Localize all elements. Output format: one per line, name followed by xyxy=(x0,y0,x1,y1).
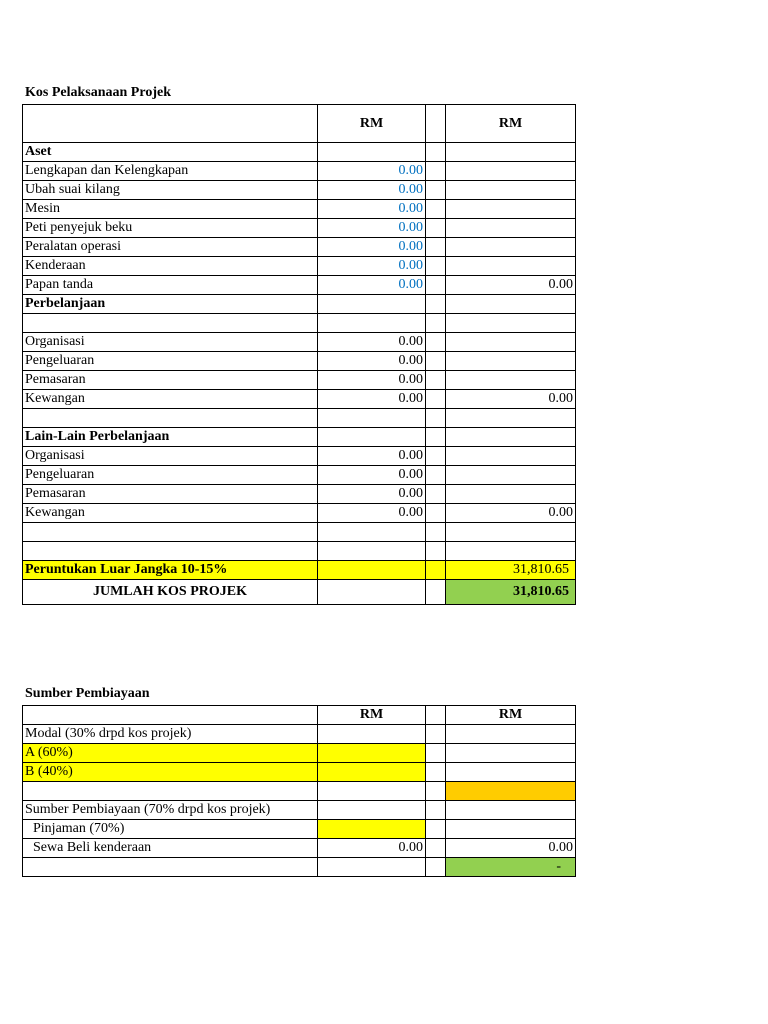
row-label[interactable]: Organisasi xyxy=(23,333,318,352)
spacer-cell[interactable] xyxy=(426,858,446,877)
table-row xyxy=(23,763,576,782)
spacer-cell[interactable] xyxy=(426,504,446,523)
modal-total-cell[interactable] xyxy=(446,782,576,801)
aset-heading-row xyxy=(23,143,576,162)
empty-cell[interactable] xyxy=(446,409,576,428)
table-row xyxy=(23,801,576,820)
cost-header-row xyxy=(23,105,576,143)
spacer-cell[interactable] xyxy=(426,447,446,466)
spacer-cell[interactable] xyxy=(426,333,446,352)
empty-cell[interactable] xyxy=(318,542,426,561)
share-a-label[interactable]: A (60%) xyxy=(23,744,318,763)
spacer-cell[interactable] xyxy=(426,181,446,200)
empty-row xyxy=(23,542,576,561)
row-value-1[interactable]: 0.00 xyxy=(318,162,426,181)
row-value-2[interactable] xyxy=(446,162,576,181)
table-row xyxy=(23,390,576,409)
empty-cell[interactable] xyxy=(23,858,318,877)
sewa-beli-value-2[interactable]: 0.00 xyxy=(446,839,576,858)
row-value-2[interactable] xyxy=(446,200,576,219)
empty-cell[interactable] xyxy=(446,542,576,561)
sewa-beli-value-1[interactable]: 0.00 xyxy=(318,839,426,858)
row-value-1[interactable]: 0.00 xyxy=(318,276,426,295)
empty-cell[interactable] xyxy=(446,725,576,744)
spacer-cell[interactable] xyxy=(426,238,446,257)
table-row xyxy=(23,447,576,466)
table-row xyxy=(23,162,576,181)
row-value-2[interactable]: 0.00 xyxy=(446,504,576,523)
spacer-cell[interactable] xyxy=(426,314,446,333)
empty-cell[interactable] xyxy=(318,725,426,744)
spacer-cell[interactable] xyxy=(426,105,446,143)
row-label[interactable]: Mesin xyxy=(23,200,318,219)
table-row xyxy=(23,504,576,523)
spacer-cell[interactable] xyxy=(426,162,446,181)
total-row xyxy=(23,580,576,605)
share-b-label[interactable]: B (40%) xyxy=(23,763,318,782)
table-row xyxy=(23,725,576,744)
spacer-cell[interactable] xyxy=(426,485,446,504)
row-label[interactable]: Pengeluaran xyxy=(23,352,318,371)
row-label[interactable]: Peralatan operasi xyxy=(23,238,318,257)
cost-section-title: Kos Pelaksanaan Projek xyxy=(25,85,171,100)
empty-cell[interactable] xyxy=(318,782,426,801)
empty-cell[interactable] xyxy=(446,801,576,820)
empty-cell[interactable] xyxy=(318,143,426,162)
empty-row xyxy=(23,523,576,542)
spacer-cell[interactable] xyxy=(426,466,446,485)
row-label[interactable]: Kenderaan xyxy=(23,257,318,276)
table-row xyxy=(23,257,576,276)
spacer-cell[interactable] xyxy=(426,390,446,409)
financing-total-value[interactable]: - xyxy=(446,858,576,877)
row-value-1[interactable]: 0.00 xyxy=(318,390,426,409)
spacer-cell[interactable] xyxy=(426,744,446,763)
row-value-1[interactable]: 0.00 xyxy=(318,371,426,390)
row-value-1[interactable]: 0.00 xyxy=(318,466,426,485)
row-value-1[interactable]: 0.00 xyxy=(318,333,426,352)
spacer-cell[interactable] xyxy=(426,542,446,561)
spacer-cell[interactable] xyxy=(426,706,446,725)
empty-cell[interactable] xyxy=(446,744,576,763)
pinjaman-value[interactable] xyxy=(318,820,426,839)
row-value-2[interactable] xyxy=(446,485,576,504)
empty-cell[interactable] xyxy=(318,801,426,820)
spacer-cell[interactable] xyxy=(426,839,446,858)
sewa-beli-label[interactable]: Sewa Beli kenderaan xyxy=(23,839,318,858)
empty-cell[interactable] xyxy=(318,858,426,877)
row-label[interactable]: Papan tanda xyxy=(23,276,318,295)
row-value-2[interactable] xyxy=(446,238,576,257)
spacer-cell[interactable] xyxy=(426,561,446,580)
row-value-1[interactable]: 0.00 xyxy=(318,447,426,466)
row-label[interactable]: Lengkapan dan Kelengkapan xyxy=(23,162,318,181)
empty-cell[interactable] xyxy=(318,428,426,447)
spacer-cell[interactable] xyxy=(426,257,446,276)
empty-cell[interactable] xyxy=(23,314,318,333)
row-value-2[interactable] xyxy=(446,352,576,371)
empty-cell[interactable] xyxy=(446,295,576,314)
empty-cell[interactable] xyxy=(446,314,576,333)
aset-heading[interactable]: Aset xyxy=(23,143,318,162)
empty-cell[interactable] xyxy=(446,763,576,782)
row-value-2[interactable] xyxy=(446,466,576,485)
contingency-row xyxy=(23,561,576,580)
financing-col-header-rm-2[interactable]: RM xyxy=(446,706,576,725)
row-value-2[interactable] xyxy=(446,371,576,390)
row-value-1[interactable]: 0.00 xyxy=(318,238,426,257)
spacer-cell[interactable] xyxy=(426,143,446,162)
table-row xyxy=(23,219,576,238)
sumber-label[interactable]: Sumber Pembiayaan (70% drpd kos projek) xyxy=(23,801,318,820)
row-label[interactable]: Kewangan xyxy=(23,390,318,409)
total-value[interactable]: 31,810.65 xyxy=(446,580,576,605)
header-blank-cell[interactable] xyxy=(23,706,318,725)
empty-cell[interactable] xyxy=(318,314,426,333)
row-value-1[interactable]: 0.00 xyxy=(318,219,426,238)
row-value-2[interactable] xyxy=(446,447,576,466)
spacer-cell[interactable] xyxy=(426,763,446,782)
empty-cell[interactable] xyxy=(446,523,576,542)
share-b-value[interactable] xyxy=(318,763,426,782)
row-label[interactable]: Peti penyejuk beku xyxy=(23,219,318,238)
table-row xyxy=(23,858,576,877)
pinjaman-label[interactable]: Pinjaman (70%) xyxy=(23,820,318,839)
table-row xyxy=(23,238,576,257)
empty-cell[interactable] xyxy=(446,820,576,839)
modal-label[interactable]: Modal (30% drpd kos projek) xyxy=(23,725,318,744)
total-label[interactable]: JUMLAH KOS PROJEK xyxy=(23,580,318,605)
spacer-cell[interactable] xyxy=(426,276,446,295)
spacer-cell[interactable] xyxy=(426,782,446,801)
table-row xyxy=(23,333,576,352)
row-label[interactable]: Pengeluaran xyxy=(23,466,318,485)
row-value-1[interactable]: 0.00 xyxy=(318,352,426,371)
cost-col-header-rm-2[interactable]: RM xyxy=(446,105,576,143)
row-value-2[interactable]: 0.00 xyxy=(446,276,576,295)
financing-col-header-rm-1[interactable]: RM xyxy=(318,706,426,725)
cost-col-header-rm-1[interactable]: RM xyxy=(318,105,426,143)
spacer-cell[interactable] xyxy=(426,523,446,542)
spacer-cell[interactable] xyxy=(426,219,446,238)
empty-cell[interactable] xyxy=(318,295,426,314)
financing-section-title: Sumber Pembiayaan xyxy=(25,686,150,701)
row-value-2[interactable]: 0.00 xyxy=(446,390,576,409)
empty-cell[interactable] xyxy=(318,523,426,542)
row-value-2[interactable] xyxy=(446,219,576,238)
row-label[interactable]: Pemasaran xyxy=(23,485,318,504)
spacer-cell[interactable] xyxy=(426,580,446,605)
table-row xyxy=(23,782,576,801)
financing-table xyxy=(22,705,576,877)
empty-cell[interactable] xyxy=(446,428,576,447)
table-row xyxy=(23,276,576,295)
row-label[interactable]: Ubah suai kilang xyxy=(23,181,318,200)
empty-cell[interactable] xyxy=(23,409,318,428)
header-blank-cell[interactable] xyxy=(23,105,318,143)
row-value-1[interactable]: 0.00 xyxy=(318,257,426,276)
row-value-1[interactable]: 0.00 xyxy=(318,485,426,504)
empty-cell[interactable] xyxy=(23,782,318,801)
table-row xyxy=(23,466,576,485)
empty-cell[interactable] xyxy=(23,542,318,561)
row-value-1[interactable]: 0.00 xyxy=(318,181,426,200)
spacer-cell[interactable] xyxy=(426,352,446,371)
spacer-cell[interactable] xyxy=(426,725,446,744)
spacer-cell[interactable] xyxy=(426,820,446,839)
empty-cell[interactable] xyxy=(318,580,426,605)
spacer-cell[interactable] xyxy=(426,801,446,820)
row-value-2[interactable] xyxy=(446,181,576,200)
empty-cell[interactable] xyxy=(318,561,426,580)
row-label[interactable]: Organisasi xyxy=(23,447,318,466)
contingency-value[interactable]: 31,810.65 xyxy=(446,561,576,580)
row-value-1[interactable]: 0.00 xyxy=(318,200,426,219)
table-row xyxy=(23,181,576,200)
table-row xyxy=(23,485,576,504)
row-label[interactable]: Kewangan xyxy=(23,504,318,523)
spacer-cell[interactable] xyxy=(426,295,446,314)
row-value-2[interactable] xyxy=(446,257,576,276)
share-a-value[interactable] xyxy=(318,744,426,763)
spacer-cell[interactable] xyxy=(426,409,446,428)
table-row xyxy=(23,744,576,763)
empty-cell[interactable] xyxy=(23,523,318,542)
cost-table xyxy=(22,104,576,605)
empty-cell[interactable] xyxy=(446,143,576,162)
table-row xyxy=(23,200,576,219)
spacer-cell[interactable] xyxy=(426,371,446,390)
lain-heading-row xyxy=(23,428,576,447)
financing-header-row xyxy=(23,706,576,725)
lain-lain-heading[interactable]: Lain-Lain Perbelanjaan xyxy=(23,428,318,447)
row-label[interactable]: Pemasaran xyxy=(23,371,318,390)
contingency-label[interactable]: Peruntukan Luar Jangka 10-15% xyxy=(23,561,318,580)
table-row xyxy=(23,352,576,371)
table-row xyxy=(23,820,576,839)
empty-row xyxy=(23,409,576,428)
perbelanjaan-heading[interactable]: Perbelanjaan xyxy=(23,295,318,314)
empty-row xyxy=(23,314,576,333)
table-row xyxy=(23,839,576,858)
spacer-cell[interactable] xyxy=(426,200,446,219)
perbelanjaan-heading-row xyxy=(23,295,576,314)
empty-cell[interactable] xyxy=(318,409,426,428)
spacer-cell[interactable] xyxy=(426,428,446,447)
table-row xyxy=(23,371,576,390)
row-value-1[interactable]: 0.00 xyxy=(318,504,426,523)
row-value-2[interactable] xyxy=(446,333,576,352)
